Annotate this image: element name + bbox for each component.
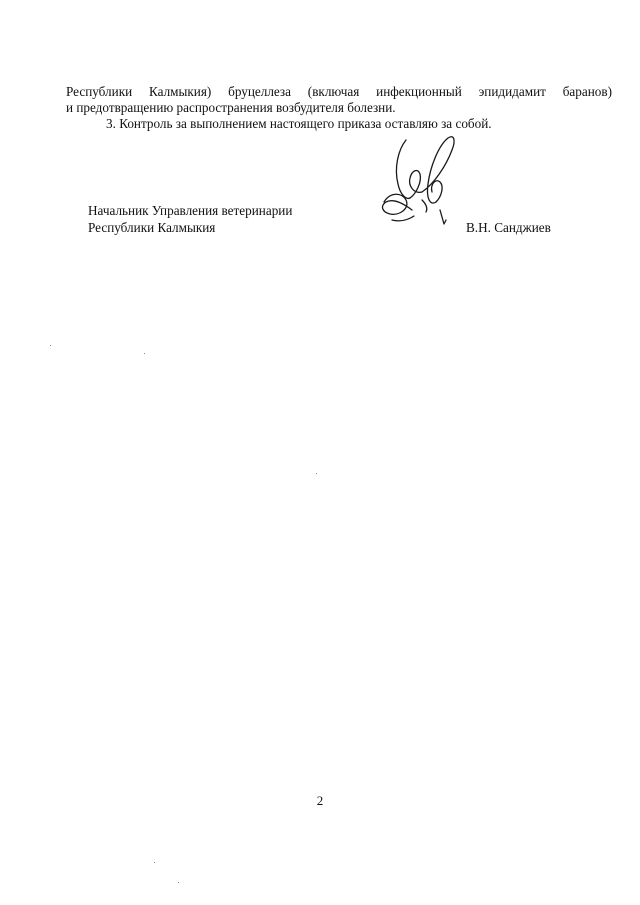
scan-speck <box>178 882 179 883</box>
scan-speck <box>154 862 155 863</box>
signatory-title-line-2: Республики Калмыкия <box>88 220 216 235</box>
paragraph-line-2: и предотвращению распространения возбудителя болезни. <box>66 100 396 115</box>
document-body <box>66 84 612 132</box>
scan-speck <box>316 473 317 474</box>
signatory-title-line-1: Начальник Управления ветеринарии <box>88 203 293 218</box>
signature-icon <box>376 128 472 232</box>
item-3: 3. Контроль за выполнением настоящего приказа оставляю за собой. <box>106 116 492 131</box>
scan-speck <box>144 353 145 354</box>
page-number: 2 <box>316 793 324 808</box>
signatory-title <box>88 202 292 236</box>
paragraph-line-1: Республики Калмыкия) бруцеллеза (включая инфекционный эпидидамит баранов) <box>66 84 612 99</box>
scan-speck <box>50 345 51 346</box>
signatory-name: В.Н. Санджиев <box>466 220 551 235</box>
